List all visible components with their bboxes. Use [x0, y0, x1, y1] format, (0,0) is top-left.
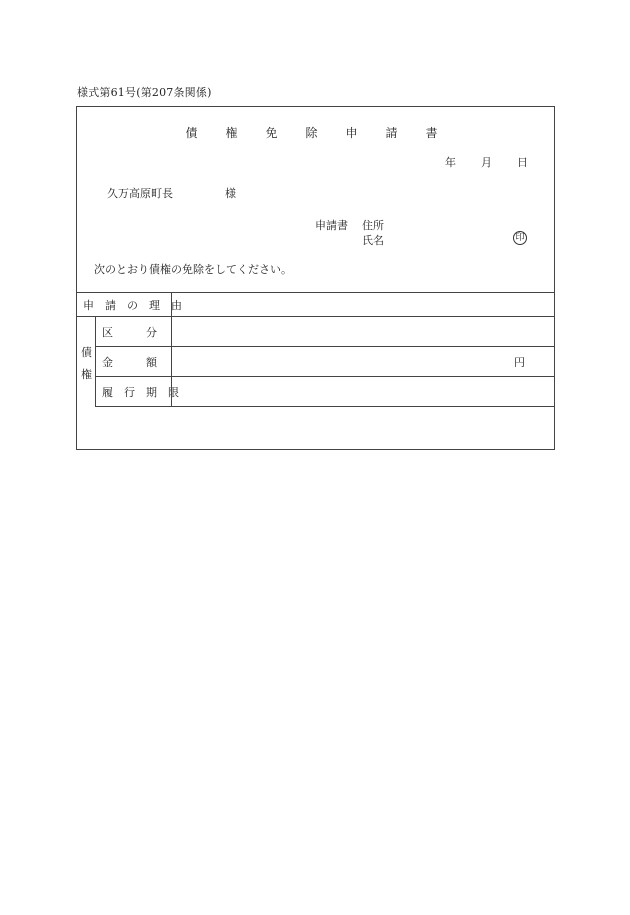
- table-row: [95, 377, 555, 407]
- divider: [171, 377, 172, 406]
- footer-row: [77, 407, 554, 450]
- seal-mark-icon: 印: [513, 231, 527, 245]
- divider: [171, 292, 172, 316]
- name-label: 氏名: [362, 234, 384, 247]
- date-month: 月: [481, 156, 492, 169]
- address-label: 住所: [362, 219, 384, 232]
- application-form: [76, 106, 555, 450]
- reason-label: 申 請 の 理 由: [83, 299, 182, 312]
- due-date-label: 履 行 期 限: [102, 386, 179, 399]
- claim-label-bottom: 権: [81, 368, 92, 381]
- addressee: 久万高原町長: [107, 187, 173, 200]
- category-label: 区 分: [102, 326, 157, 339]
- document-title: 債 権 免 除 申 請 書: [185, 126, 446, 140]
- amount-label: 金 額: [102, 356, 157, 369]
- applicant-label: 申請書: [315, 219, 348, 232]
- reason-row: [77, 292, 554, 317]
- divider: [171, 317, 172, 346]
- table-row: [95, 347, 555, 377]
- date-day: 日: [517, 156, 528, 169]
- form-header-area: [77, 107, 554, 293]
- table-row: [95, 317, 555, 347]
- honorific: 様: [225, 187, 236, 200]
- date-year: 年: [445, 156, 456, 169]
- divider: [171, 347, 172, 376]
- claim-label-top: 債: [81, 346, 92, 359]
- request-statement: 次のとおり債権の免除をしてください。: [94, 263, 292, 276]
- form-number: 様式第61号(第207条関係): [77, 86, 212, 99]
- amount-unit: 円: [514, 356, 525, 369]
